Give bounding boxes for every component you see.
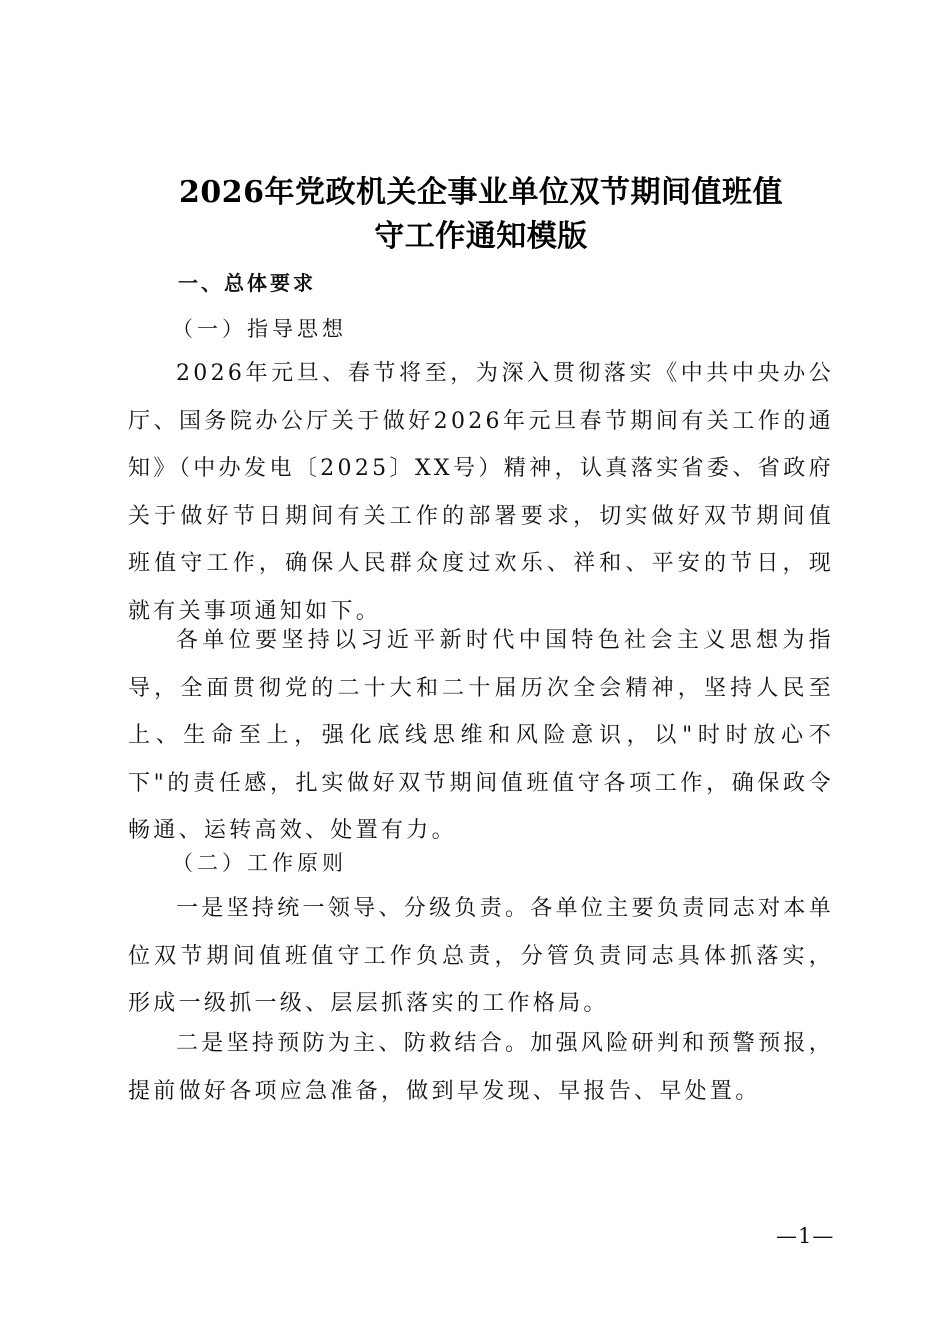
section-heading-overall-requirements: 一、总体要求 (178, 271, 316, 295)
paragraph-intro: 2026年元旦、春节将至，为深入贯彻落实《中共中央办公厅、国务院办公厅关于做好2026年元旦春节期间有关工作的通知》（中办发电〔2025〕XX号）精神，认真落实省委、省政府关于做好节日期间有关工作的部署要求，切实做好双节期间值班值守工作，确保人民群众度过欢乐、祥和、平安的节日，现就有关事项通知如下。 (128, 361, 834, 624)
paragraph-principle-one: 一是坚持统一领导、分级负责。各单位主要负责同志对本单位双节期间值班值守工作负总责，分管负责同志具体抓落实，形成一级抓一级、层层抓落实的工作格局。 (128, 896, 834, 1017)
paragraph-principle-two: 二是坚持预防为主、防救结合。加强风险研判和预警预报，提前做好各项应急准备，做到早发现、早报告、早处置。 (128, 1031, 834, 1104)
document-title-line-2: 守工作通知模版 (374, 219, 588, 254)
page-number: —1— (776, 1224, 835, 1248)
paragraph-guiding-ideology: 各单位要坚持以习近平新时代中国特色社会主义思想为指导，全面贯彻党的二十大和二十届历次全会精神，坚持人民至上、生命至上，强化底线思维和风险意识，以"时时放心不下"的责任感，扎实做好双节期间值班值守各项工作，确保政令畅通、运转高效、处置有力。 (128, 628, 834, 844)
document-title-line-1: 2026年党政机关企事业单位双节期间值班值 (179, 175, 783, 210)
subsection-heading-working-principles: （二）工作原则 (172, 851, 347, 875)
subsection-heading-guiding-ideology: （一）指导思想 (172, 317, 347, 341)
